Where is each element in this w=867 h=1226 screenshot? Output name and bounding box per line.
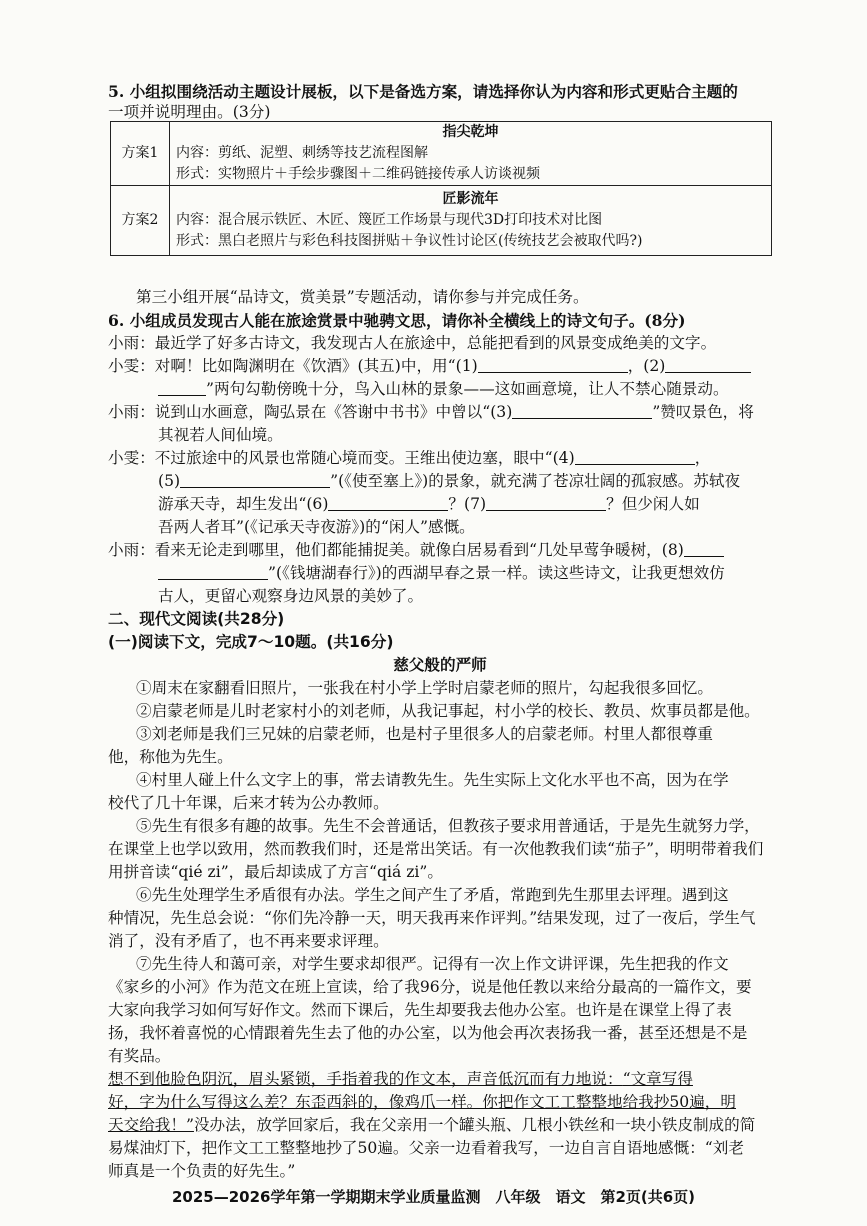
plan-title: 匠影流年 (442, 191, 499, 207)
article-paragraph-line: ⑤先生有很多有趣的故事。先生不会普通话，但教孩子要求用普通话，于是先生就努力学， (136, 817, 760, 835)
underlined-text: 想不到他脸色阴沉，眉头紧锁，手指着我的作文本，声音低沉而有力地说： (108, 1070, 623, 1088)
dialogue-text: ，(2) (627, 357, 666, 375)
article-paragraph-line: ②启蒙老师是儿时老家村小的刘老师，从我记事起，村小学的校长、教员、炊事员都是他。 (136, 702, 760, 720)
article-paragraph-line: 校代了几十年课，后来才转为公办教师。 (108, 794, 389, 812)
article-paragraph-line: 大家向我学习如何写好作文。然而下课后，先生却要我去他办公室。也许是在课堂上得了表 (108, 1001, 732, 1019)
dialogue-line: 吾两人者耳”(《记承天寺夜游》)的“闲人”感慨。 (158, 518, 475, 536)
article-title: 慈父般的严师 (393, 656, 487, 674)
dialogue-text: ”(《钱塘湖春行》)的西湖早春之景一样。读这些诗文，让我更想效仿 (268, 564, 725, 582)
dialogue-text: ？(7) (448, 495, 487, 513)
dialogue-line (108, 447, 772, 470)
dialogue-line (108, 401, 772, 424)
question-6-head: 6. 小组成员发现古人能在旅途赏景中驰骋文思，请你补全横线上的诗文句子。(8分) (108, 311, 686, 330)
section-heading: 二、现代文阅读(共28分) (108, 610, 285, 628)
question-5-line1: 5. 小组拟围绕活动主题设计展板，以下是备选方案，请选择你认为内容和形式更贴合主题的 (108, 82, 738, 101)
article-paragraph-line: ④村里人碰上什么文字上的事，常去请教先生。先生实际上文化水平也不高，因为在学 (136, 771, 729, 789)
plan-content: 内容：混合展示铁匠、木匠、篾匠工作场景与现代3D打印技术对比图 (176, 212, 603, 228)
answer-blank-8[interactable] (684, 540, 724, 557)
dialogue-line: 古人，更留心观察身边风景的美妙了。 (158, 587, 424, 605)
article-paragraph-line: 消了，没有矛盾了，也不再来要求评理。 (108, 932, 389, 950)
answer-blank-6[interactable] (328, 494, 448, 511)
dialogue-line (158, 562, 772, 585)
answer-blank-8-cont[interactable] (158, 563, 268, 580)
dialogue-text: ”(《使至塞上》)的景象，就充满了苍凉壮阔的孤寂感。苏轼夜 (330, 472, 741, 490)
dialogue-text: 小雨：看来无论走到哪里，他们都能捕捉美。就像白居易看到“几处早莺争暖树，(8) (108, 541, 684, 559)
page-footer: 2025—2026学年第一学期期末学业质量监测 八年级 语文 第2页(共6页) (171, 1188, 696, 1206)
article-paragraph-line: 《家乡的小河》作为范文在班上宣读，给了我96分，说是他任教以来给分最高的一篇作文，要 (108, 978, 752, 996)
answer-blank-5[interactable] (180, 471, 330, 488)
activity-intro: 第三小组开展“品诗文，赏美景”专题活动，请你参与并完成任务。 (136, 288, 589, 306)
article-paragraph-line: 在课堂上也学以致用，然而教我们时，还是常出笑话。有一次他教我们读“茄子”，明明带着我们 (108, 840, 764, 858)
dialogue-line: 其视若人间仙境。 (158, 426, 283, 444)
answer-blank-7[interactable] (486, 494, 606, 511)
article-line: 易煤油灯下，把作文工工整整地抄了50遍。父亲一边看着我写，一边自言自语地感慨：“刘老 (108, 1139, 744, 1157)
answer-blank-2[interactable] (665, 356, 751, 373)
article-paragraph-line: ①周末在家翻看旧照片，一张我在村小学上学时启蒙老师的照片，勾起我很多回忆。 (136, 679, 713, 697)
article-paragraph-line: ③刘老师是我们三兄妹的启蒙老师，也是村子里很多人的启蒙老师。村里人都很尊重 (136, 725, 713, 743)
underlined-text: “文章写得 (622, 1070, 693, 1088)
dialogue-text: 小雯：对啊！比如陶渊明在《饮酒》(其五)中，用“(1) (108, 357, 478, 375)
answer-blank-2-cont[interactable] (158, 379, 206, 396)
underlined-text: 好，字为什么写得这么差？东歪西斜的，像鸡爪一样。你把作文工工整整地给我抄50遍，明 (108, 1093, 736, 1111)
underlined-text: 天交给我！” (108, 1116, 194, 1134)
article-paragraph-line: 他，称他为先生。 (108, 748, 233, 766)
article-paragraph-line: ⑥先生处理学生矛盾很有办法。学生之间产生了矛盾，常跑到先生那里去评理。遇到这 (136, 886, 729, 904)
dialogue-text: 小雯：不过旅途中的风景也常随心境而变。王维出使边塞，眼中“(4) (108, 449, 575, 467)
dialogue-text: ， (694, 449, 711, 467)
dialogue-text: ？但少闲人如 (606, 495, 700, 513)
article-line: 师真是一个负责的好先生。” (108, 1162, 296, 1180)
subsection-heading: (一)阅读下文，完成7～10题。(共16分) (108, 633, 394, 651)
article-line (108, 1068, 772, 1091)
article-paragraph-line: 有奖品。 (108, 1047, 171, 1065)
plan-cell (170, 186, 772, 256)
dialogue-line (158, 470, 772, 493)
dialogue-line (108, 378, 772, 401)
article-paragraph-line: 用拼音读“qié zi”，最后却读成了方言“qiá zi”。 (108, 863, 443, 881)
dialogue-text: 小雨：说到山水画意，陶弘景在《答谢中书书》中曾以“(3) (108, 403, 513, 421)
article-paragraph-line: 扬，我怀着喜悦的心情跟着先生去了他的办公室，以为他会再次表扬我一番，甚至还想是不是 (108, 1024, 748, 1042)
plan-cell (170, 122, 772, 186)
answer-blank-4[interactable] (575, 448, 695, 465)
question-5-line2: 一项并说明理由。(3分) (108, 103, 271, 121)
article-paragraph-line: 种情况，先生总会说：“你们先冷静一天，明天我再来作评判。”结果发现，过了一夜后，学生气 (108, 909, 756, 927)
answer-blank-1[interactable] (478, 356, 628, 373)
answer-blank-3[interactable] (512, 402, 652, 419)
plan-label: 方案2 (111, 186, 170, 256)
plan-row-1 (111, 122, 772, 186)
plan-label: 方案1 (111, 122, 170, 186)
article-line (108, 1114, 772, 1137)
dialogue-line (108, 539, 772, 562)
plan-form: 形式：黑白老照片与彩色科技图拼贴＋争议性讨论区(传统技艺会被取代吗?) (176, 233, 643, 249)
dialogue-text: 游承天寺，却生发出“(6) (158, 495, 329, 513)
article-text: 没办法，放学回家后，我在父亲用一个罐头瓶、几根小铁丝和一块小铁皮制成的简 (193, 1116, 756, 1134)
plan-title: 指尖乾坤 (442, 124, 499, 140)
dialogue-line (158, 493, 772, 516)
plan-row-2 (111, 186, 772, 256)
plan-form: 形式：实物照片＋手绘步骤图＋二维码链接传承人访谈视频 (176, 166, 540, 182)
dialogue-text: (5) (158, 472, 181, 490)
dialogue-text: ”赞叹景色，将 (652, 403, 754, 421)
plan-content: 内容：剪纸、泥塑、刺绣等技艺流程图解 (176, 145, 428, 161)
plan-table (110, 121, 772, 256)
dialogue-text: ”两句勾勒傍晚十分，鸟入山林的景象——这如画意境，让人不禁心随景动。 (206, 380, 729, 398)
dialogue-line: 小雨：最近学了好多古诗文，我发现古人在旅途中，总能把看到的风景变成绝美的文字。 (108, 334, 717, 352)
dialogue-line (108, 355, 772, 378)
article-paragraph-line: ⑦先生待人和蔼可亲，对学生要求却很严。记得有一次上作文讲评课，先生把我的作文 (136, 955, 729, 973)
